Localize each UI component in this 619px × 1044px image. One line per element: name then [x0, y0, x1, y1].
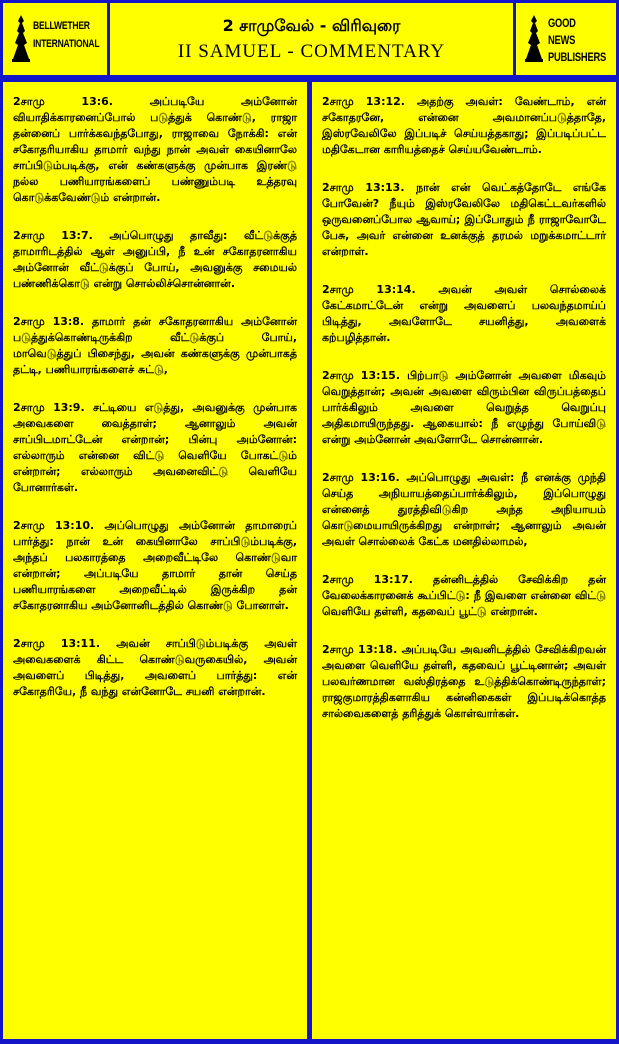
- verse-paragraph: 2சாமு 13:9. சட்டியை எடுத்து, அவனுக்கு முன்பாக அவைகளை வைத்தாள்; ஆனாலும் அவன் சாப்பிடமாட்டேன் என்றான்; பின்பு அம்னோன்: எல்லாரும் என்னை விட்டு வெளியே போகட்டும் என்றான்; எல்லாரும் அவனைவிட்டு வெளியே போனார்கள்.: [13, 401, 297, 494]
- verse-paragraph: 2சாமு 13:6. அப்படியே அம்னோன் வியாதிக்காரனைப்போல் படுத்துக் கொண்டு, ராஜா தன்னைப் பார்க்கவந்தபோது, ராஜாவை நோக்கி: என் சகோதரியாகிய தாமார் வந்து நான் அவள் கையினாலே சாப்பிடும்படிக்கு, என் கண்களுக்கு முன்பாக இரண்டு நல்ல பணியாரங்களைப் பண்ணும்படி உத்தரவு கொடுக்கவேண்டும் என்றான்.: [13, 95, 297, 204]
- page-title-tamil: 2 சாமுவேல் - விரிவுரை: [222, 15, 401, 35]
- verse-paragraph: 2சாமு 13:15. பிற்பாடு அம்னோன் அவளை மிகவும் வெறுத்தான்; அவன் அவளை விரும்பின விருப்பத்தைப் பார்க்கிலும் அவளை வெறுத்த வெறுப்பு அதிகமாயிருந்தது. ஆகையால்: நீ எழுந்து போய்விடு என்று அம்னோன் அவளோடே சொன்னான்.: [322, 369, 606, 446]
- bellwether-logo: [3, 3, 107, 75]
- figure-logo-icon: [10, 13, 32, 63]
- verse-paragraph: 2சாமு 13:16. அப்பொழுது அவள்: நீ எனக்கு முந்தி செய்த அநியாயத்தைப்பார்க்கிலும், இப்பொழுது என்னைத் துரத்திவிடுகிற அந்த அநியாயம் கொடுமையாயிருக்கிறது என்றாள்; ஆனாலும் அவன் அவள் சொல்லைக் கேட்க மனதில்லாமல்,: [322, 471, 606, 548]
- logo-text-line2: PUBLISHERS: [548, 50, 607, 64]
- verse-paragraph: 2சாமு 13:17. தன்னிடத்தில் சேவிக்கிற தன் வேலைக்காரனைக் கூப்பிட்டு: நீ இவளை என்னை விட்டு வெளியே தள்ளி, கதவைப் பூட்டு என்றான்.: [322, 573, 606, 618]
- figure-logo-icon: [523, 13, 545, 63]
- logo-text-line1: BELLWETHER: [33, 20, 90, 32]
- right-column: [312, 82, 616, 1039]
- logo-text-line2: INTERNATIONAL: [33, 38, 100, 50]
- bellwether-logo-text: [33, 17, 100, 53]
- verse-paragraph: 2சாமு 13:7. அப்பொழுது தாவீது: வீட்டுக்குத் தாமாரிடத்தில் ஆள் அனுப்பி, நீ உன் சகோதரனாகிய அம்னோன் வீட்டுக்குப் போய், அவனுக்கு சமையல் பண்ணிக்கொடு என்று சொல்லிச்சொன்னான்.: [13, 229, 297, 290]
- good-news-logo: [516, 3, 616, 75]
- verse-paragraph: 2சாமு 13:18. அப்படியே அவனிடத்தில் சேவிக்கிறவன் அவளை வெளியே தள்ளி, கதவைப் பூட்டினான்; அவள் பலவர்ணமான வஸ்திரத்தை உடுத்திக்கொண்டிருந்தாள்; ராஜகுமாரத்திகளாகிய கன்னிகைகள் இப்படிக்கொத்த சால்வைகளைத் தரித்துக் கொள்வார்கள்.: [322, 643, 606, 720]
- verse-paragraph: 2சாமு 13:11. அவன் சாப்பிடும்படிக்கு அவள் அவைகளைக் கிட்ட கொண்டுவருகையில், அவன் அவளைப் பிடித்து, அவளைப் பார்த்து: என் சகோதரியே, நீ வந்து என்னோடே சயனி என்றான்.: [13, 637, 297, 698]
- verse-paragraph: 2சாமு 13:13. நான் என் வெட்கத்தோடே எங்கே போவேன்? நீயும் இஸ்ரவேலிலே மதிகெட்டவர்களில் ஒருவனைப்போல ஆவாய்; இப்போதும் நீ ராஜாவோடே பேசு, அவர் என்னை உனக்குத் தரமல் மறுக்கமாட்டார் என்றாள்.: [322, 181, 606, 258]
- verse-paragraph: 2சாமு 13:10. அப்பொழுது அம்னோன் தாமாரைப் பார்த்து: நான் உன் கையினாலே சாப்பிடும்படிக்கு, அந்தப் பலகாரத்தை அறைவீட்டிலே கொண்டுவா என்றான்; அப்படியே தாமார் தான் செய்த பணியாரங்களை அறைவீட்டில் இருக்கிற தன் சகோதரனாகிய அம்னோனிடத்தில் கொண்டு போனாள்.: [13, 519, 297, 612]
- title-box: [110, 3, 513, 75]
- logo-text-line1: GOOD NEWS: [548, 16, 576, 47]
- verse-paragraph: 2சாமு 13:8. தாமார் தன் சகோதரனாகிய அம்னோன் படுத்துக்கொண்டிருக்கிற வீட்டுக்குப் போய், மாவெடுத்துப் பிசைந்து, அவன் கண்களுக்கு முன்பாகத் தட்டி, பணியாரங்களைச் சுட்டு,: [13, 315, 297, 376]
- left-column: [3, 82, 307, 1039]
- verse-paragraph: 2சாமு 13:14. அவன் அவள் சொல்லைக் கேட்கமாட்டேன் என்று அவளைப் பலவந்தமாய்ப் பிடித்து, அவளோடே சயனித்து, அவளைக் கற்பழித்தான்.: [322, 283, 606, 344]
- good-news-logo-text: [548, 15, 607, 66]
- page-title-english: II SAMUEL - COMMENTARY: [177, 40, 446, 62]
- verse-paragraph: 2சாமு 13:12. அதற்கு அவள்: வேண்டாம், என் சகோதரனே, என்னை அவமானப்படுத்தாதே, இஸ்ரவேலிலே இப்படிச் செய்யத்தகாது; இப்படிப்பட்ட மதிகேடான காரியத்தைச் செய்யவேண்டாம்.: [322, 95, 606, 156]
- header: [3, 3, 616, 75]
